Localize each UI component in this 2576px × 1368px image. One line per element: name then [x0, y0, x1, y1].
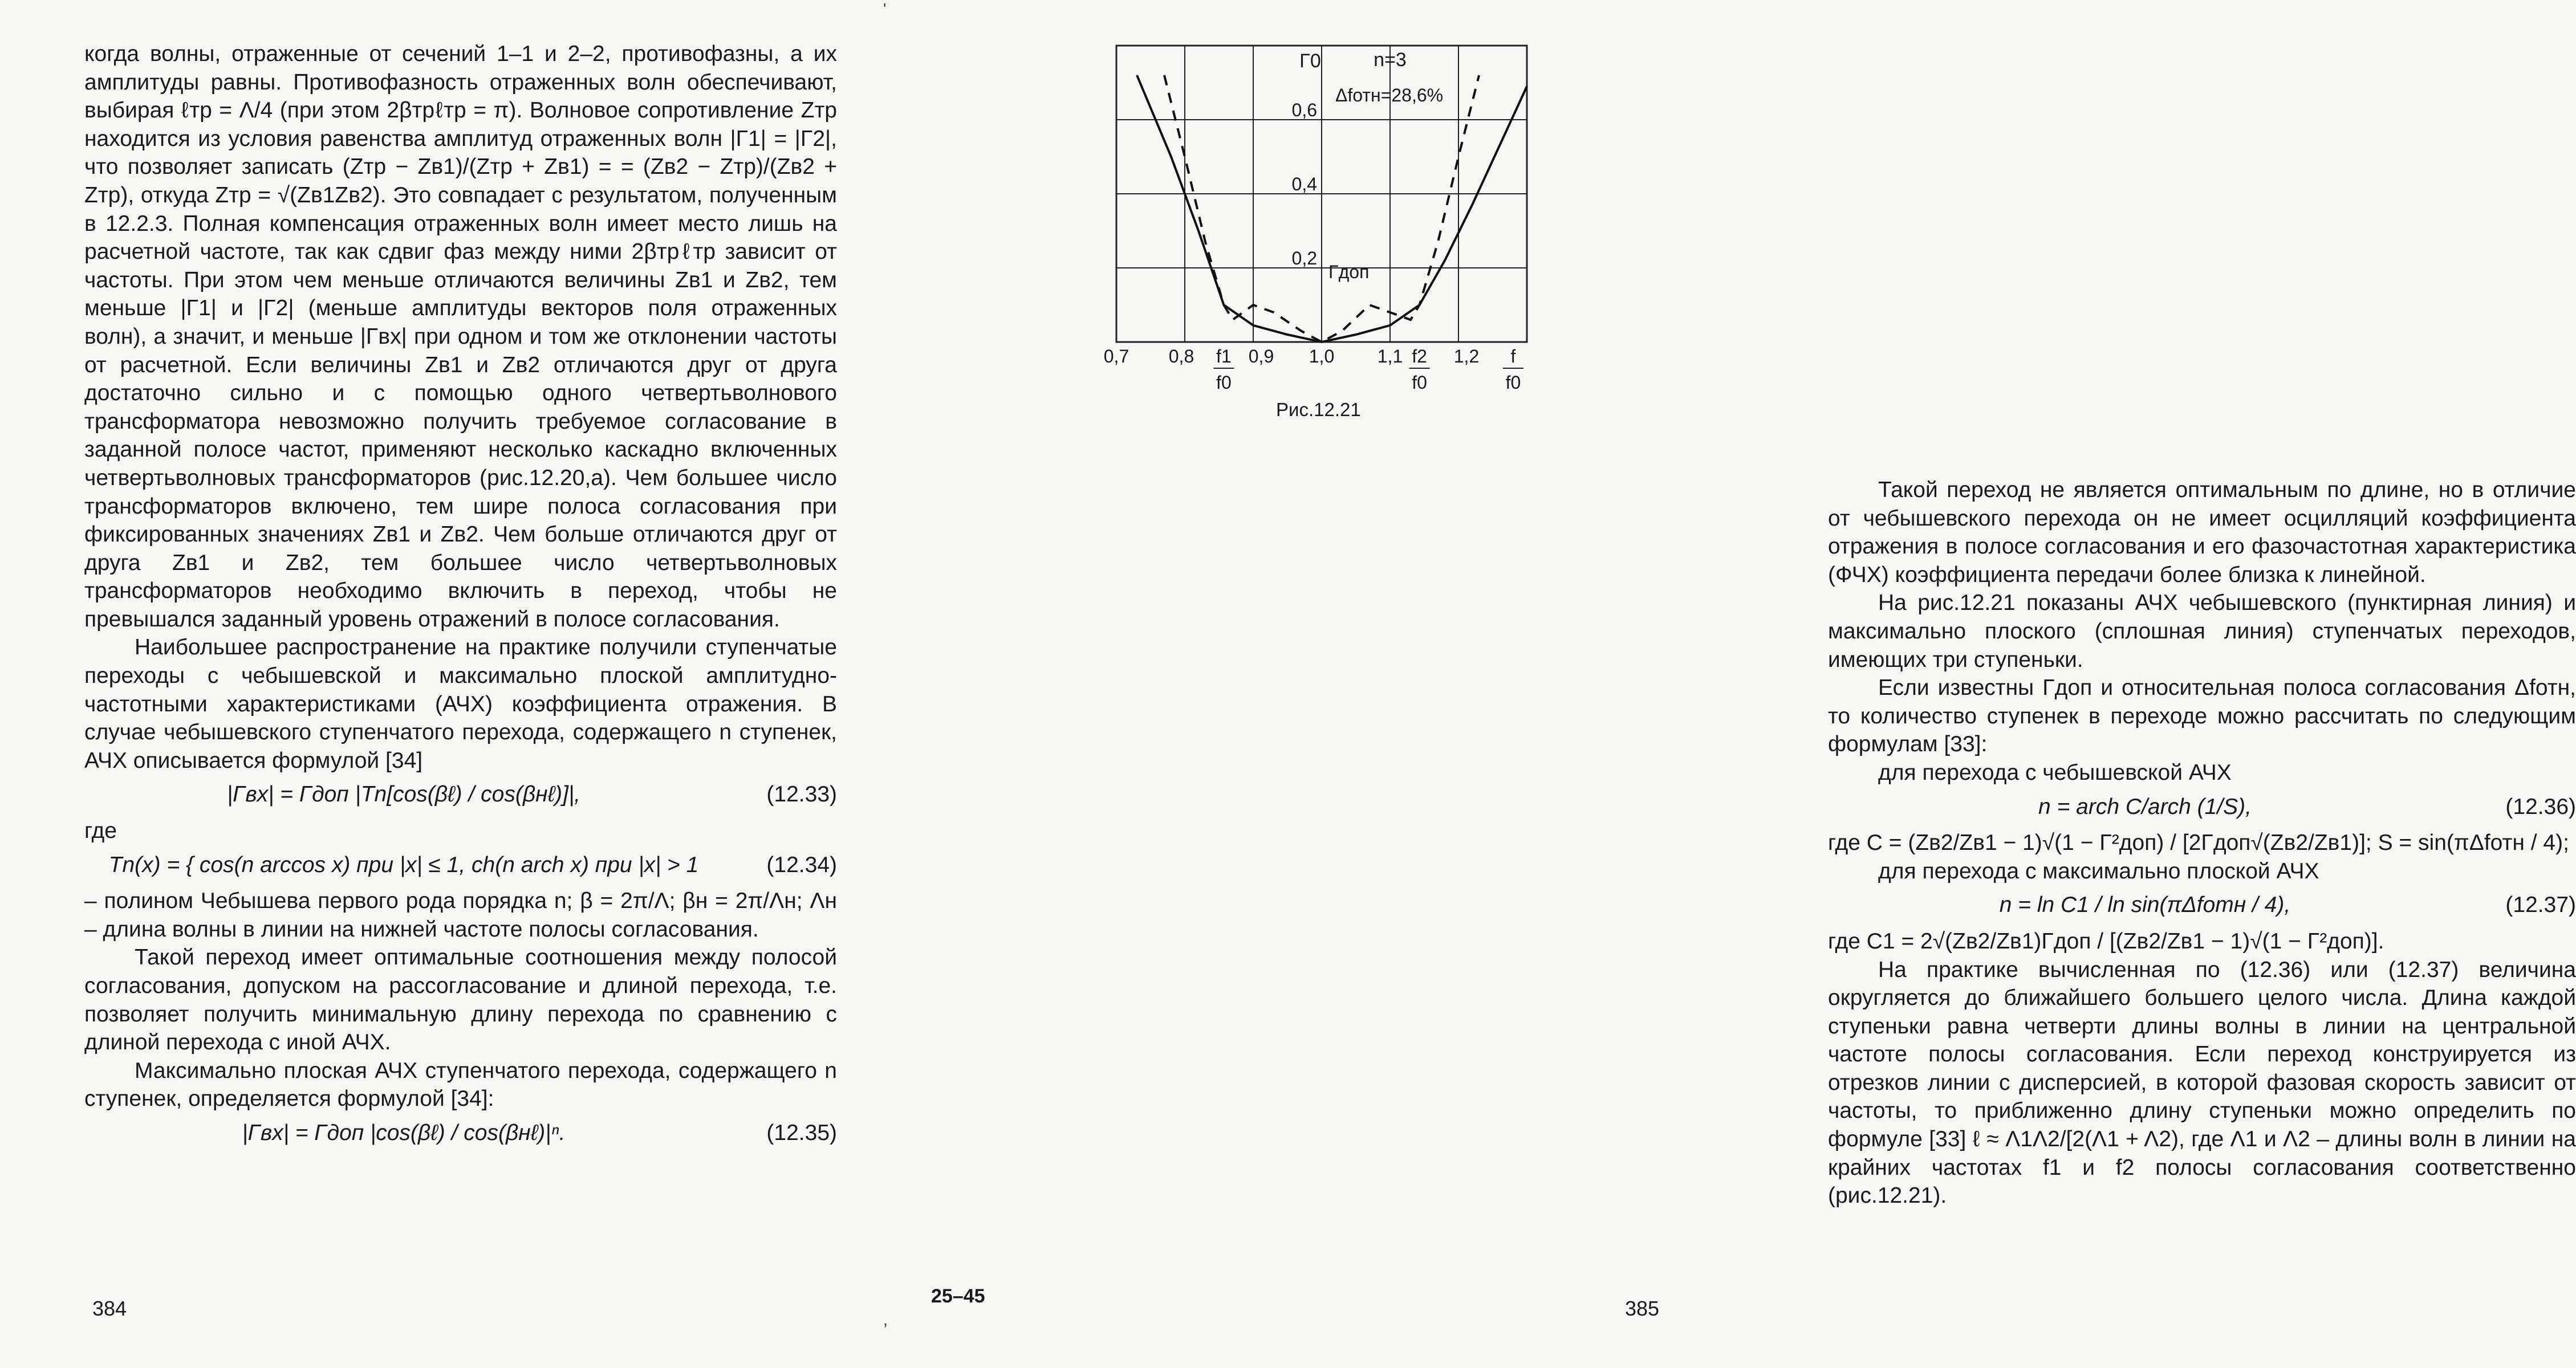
equation-expr: n = ln C1 / ln sin(πΔfотн / 4), [1999, 893, 2291, 918]
frac-numerator: f2 [1412, 346, 1427, 367]
equation-number: (12.33) [766, 782, 837, 807]
x-tick-label: 0,7 [1103, 346, 1129, 367]
left-column [84, 40, 837, 1155]
equation-12-37 [1828, 891, 2576, 919]
where-label: где [84, 819, 117, 844]
y-tick-label: 0,2 [1291, 248, 1317, 268]
annotation-delta-f: Δfотн=28,6% [1335, 85, 1444, 105]
paragraph-figure-ref: На рис.12.21 показаны АЧХ чебышевского (пунктирная линия) и максимально плоского (сплошная линия) ступенчатых переходов, имеющих три ступеньки. [1828, 591, 2576, 672]
equation-expr: Tn(x) = { cos(n arccos x) при |x| ≤ 1, ch(n arch x) при |x| > 1 [108, 852, 699, 877]
x-tick-label: 1,1 [1377, 346, 1403, 367]
frac-denominator: f0 [1505, 372, 1521, 393]
paragraph-1: когда волны, отраженные от сечений 1–1 и 2–2, противофазны, а их амплитуды равны. Противофазность отраженных волн обеспечивают, выбирая ℓтр = Λ/4 (при этом 2βтрℓтр = π). Волновое сопротивление Zтр находится из условия равенства амплитуд отраженных волн |Γ1| = |Γ2|, что позволяет записать (Zтр − Zв1)/(Zтр + Zв1) = = (Zв2 − Zтр)/(Zв2 + Zтр), откуда Zтр = √(Zв1Zв2). Это совпадает с результатом, полученным в 12.2.3. Полная компенсация отраженных волн имеет место лишь на расчетной частоте, так как сдвиг фаз между ними 2βтрℓтр зависит от частоты. При этом чем меньше отличаются величины Zв1 и Zв2, тем меньше |Γ1| и |Γ2| (меньше амплитуды векторов поля отраженных волн), а значит, и меньше |Γвх| при одном и том же отклонении частоты от расчетной. Если величины Zв1 и Zв2 отличаются друг от друга достаточно сильно и с помощью одного четвертьволнового трансформатора невозможно получить требуемое согласование в заданной полосе частот, применяют несколько каскадно включенных четвертьволновых трансформаторов (рис.12.20,а). Чем большее число трансформаторов включено, тем шире полоса согласования при фиксированных значениях Zв1 и Zв2. Чем больше отличаются друг от друга Zв1 и Zв2, тем большее число четвертьволновых трансформаторов необходимо включить в переход, чтобы не превышался заданный уровень отражений в полосе согласования. [84, 42, 837, 632]
paragraph-final: На практике вычисленная по (12.36) или (12.37) величина округляется до ближайшего большего целого числа. Длина каждой ступеньки равна четверти длины волны в линии на центральной частоте полосы согласования. Если переход конструируется из отрезков линии с дисперсией, в которой фазовая скорость зависит от частоты, то приближенно длину ступеньки можно определить по формуле [33] ℓ ≈ Λ1Λ2/[2(Λ1 + Λ2), где Λ1 и Λ2 – длины волн в линии на крайних частотах f1 и f2 полосы согласования соответственно (рис.12.21). [1828, 957, 2576, 1208]
right-column [1828, 476, 2576, 1210]
equation-12-35 [84, 1119, 837, 1147]
equation-number: (12.35) [766, 1120, 837, 1145]
gutter-mark-bottom: , [883, 1311, 888, 1329]
y-axis-label: Γ0 [1299, 50, 1321, 72]
equation-number: (12.37) [2505, 893, 2576, 918]
x-tick-label: 0,8 [1168, 346, 1194, 367]
paragraph-if-known: Если известны Γдоп и относительная полоса согласования Δfотн, то количество ступенек в переходе можно рассчитать по следующим формулам [33]: [1828, 675, 2576, 757]
y-tick-label: 0,4 [1291, 174, 1317, 194]
x-tick-label: 1,0 [1309, 346, 1335, 367]
equation-number: (12.34) [766, 852, 837, 877]
paragraph-optimal: Такой переход имеет оптимальные соотношения между полосой согласования, допуском на рассогласование и длиной перехода, т.е. позволяет получить минимальную длину перехода по сравнению с длиной перехода с иной АЧХ. [84, 945, 837, 1055]
equation-expr: |Γвх| = Γдоп |Tn[cos(βℓ) / cos(βнℓ)]|, [227, 782, 580, 807]
paragraph-not-optimal: Такой переход не является оптимальным по длине, но в отличие от чебышевского перехода он не имеет осцилляций коэффициента отражения в полосе согласования и его фазочастотная характеристика (ФЧХ) коэффициента передачи более близка к линейной. [1828, 478, 2576, 587]
frac-denominator: f0 [1412, 372, 1427, 393]
equation-12-33 [84, 780, 837, 809]
figure-caption: Рис.12.21 [1276, 399, 1361, 420]
frac-numerator: f1 [1216, 346, 1232, 367]
gutter-mark-top: ' [883, 0, 887, 18]
equation-expr: n = arch C/arch (1/S), [2038, 794, 2252, 819]
paragraph-flat-intro: для перехода с максимально плоской АЧХ [1878, 858, 2319, 883]
paragraph-cheb-intro: для перехода с чебышевской АЧХ [1878, 760, 2232, 785]
right-page [897, 0, 2576, 1368]
equation-12-36 [1828, 793, 2576, 821]
frac-denominator: f0 [1216, 372, 1232, 393]
equation-expr: |Γвх| = Γдоп |cos(βℓ) / cos(βнℓ)|ⁿ. [242, 1120, 566, 1145]
x-tick-label: 0,9 [1248, 346, 1274, 367]
x-tick-label: 1,2 [1453, 346, 1480, 367]
page-number-left: 384 [92, 1297, 127, 1320]
paragraph-chebyshev: – полином Чебышева первого рода порядка n; β = 2π/Λ; βн = 2π/Λн; Λн – длина волны в линии на нижней частоте полосы согласования. [84, 889, 837, 942]
paragraph-flat: Максимально плоская АЧХ ступенчатого перехода, содержащего n ступенек, определяется формулой [34]: [84, 1058, 837, 1112]
signature-mark: 25–45 [931, 1285, 985, 1307]
page-number-right: 385 [1625, 1297, 1660, 1320]
equation-12-34 [84, 851, 837, 880]
equation-number: (12.36) [2505, 794, 2576, 819]
annotation-gamma-dop: Γдоп [1328, 262, 1370, 282]
where-36: где C = (Zв2/Zв1 − 1)√(1 − Γ²доп) / [2Γдоп√(Zв2/Zв1)]; S = sin(πΔfотн / 4); [1828, 830, 2569, 856]
frac-numerator: f [1510, 346, 1516, 367]
annotation-n: n=3 [1374, 49, 1407, 71]
left-page [0, 0, 897, 1368]
y-tick-label: 0,6 [1291, 100, 1317, 120]
paragraph-2: Наибольшее распространение на практике получили ступенчатые переходы с чебышевской и максимально плоской амплитудно-частотными характеристиками (АЧХ) коэффициента отражения. В случае чебышевского ступенчатого перехода, содержащего n ступенек, АЧХ описывается формулой [34] [84, 635, 837, 773]
where-37: где C1 = 2√(Zв2/Zв1)Γдоп / [(Zв2/Zв1 − 1)√(1 − Γ²доп)]. [1828, 929, 2384, 954]
